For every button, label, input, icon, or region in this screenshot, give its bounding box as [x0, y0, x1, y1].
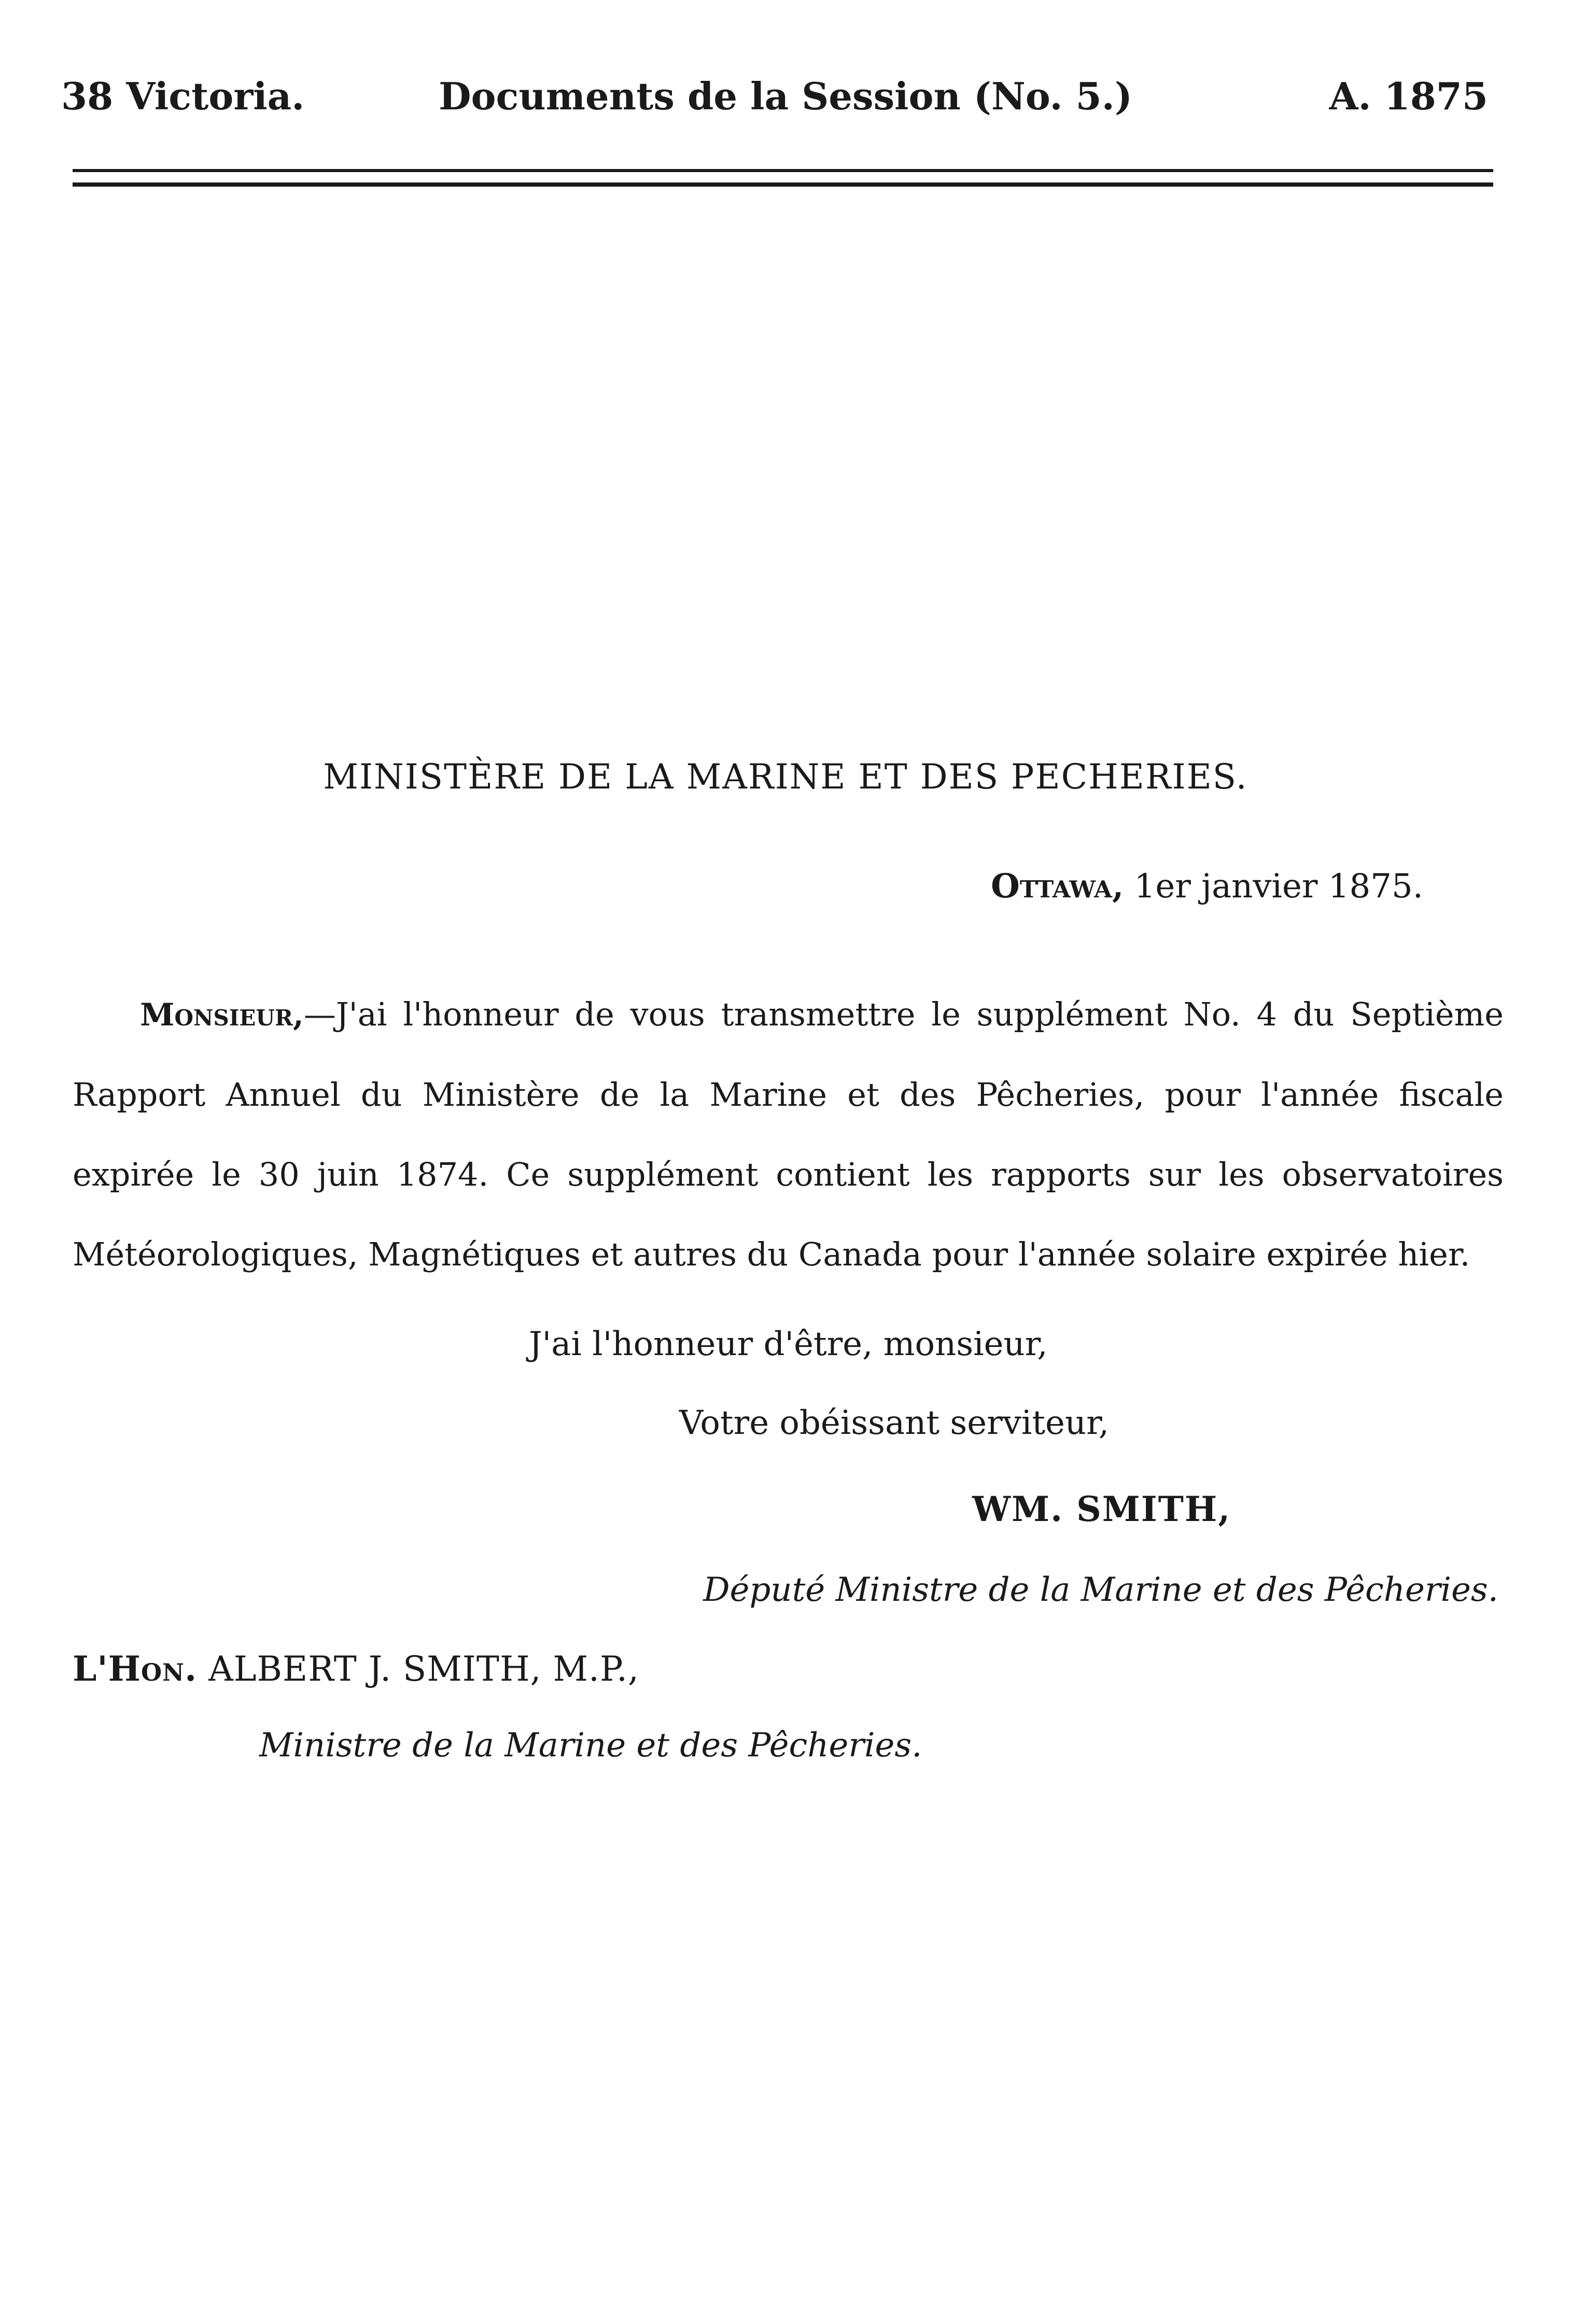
addressee-title: Ministre de la Marine et des Pêcheries.	[259, 1726, 922, 1765]
place: Ottawa,	[991, 867, 1124, 906]
header-document-title: Documents de la Session (No. 5.)	[439, 74, 1132, 118]
date: 1er janvier 1875.	[1134, 867, 1423, 906]
header-rule-thin	[73, 169, 1493, 172]
addressee-line	[73, 1649, 639, 1689]
letter-body	[73, 975, 1504, 1294]
closing-line: J'ai l'honneur d'être, monsieur,	[529, 1325, 1048, 1363]
salutation: Monsieur,	[140, 997, 304, 1033]
place-date-line	[991, 867, 1423, 906]
addressee-name: ALBERT J. SMITH, M.P.,	[208, 1649, 640, 1689]
addressee-prefix: L'Hon.	[73, 1649, 198, 1689]
signer-name: WM. SMITH,	[972, 1489, 1231, 1529]
signer-title: Député Ministre de la Marine et des Pêcheries.	[703, 1571, 1498, 1609]
valediction: Votre obéissant serviteur,	[679, 1404, 1110, 1442]
ministry-heading: MINISTÈRE DE LA MARINE ET DES PECHERIES.	[323, 757, 1248, 797]
header-session-year: 38 Victoria.	[61, 74, 305, 118]
letter-paragraph: —J'ai l'honneur de vous transmettre le supplément No. 4 du Septième Rapport Annuel du Ministère de la Marine et des Pêcheries, pour l'année fiscale expirée le 30 juin 1874. Ce supplément contient les rapports sur les observatoires Météorologiques, Magnétiques et autres du Canada pour l'année solaire expirée hier.	[73, 995, 1504, 1273]
header-series-year: A. 1875	[1329, 74, 1488, 118]
header-rule-thick	[73, 182, 1493, 187]
